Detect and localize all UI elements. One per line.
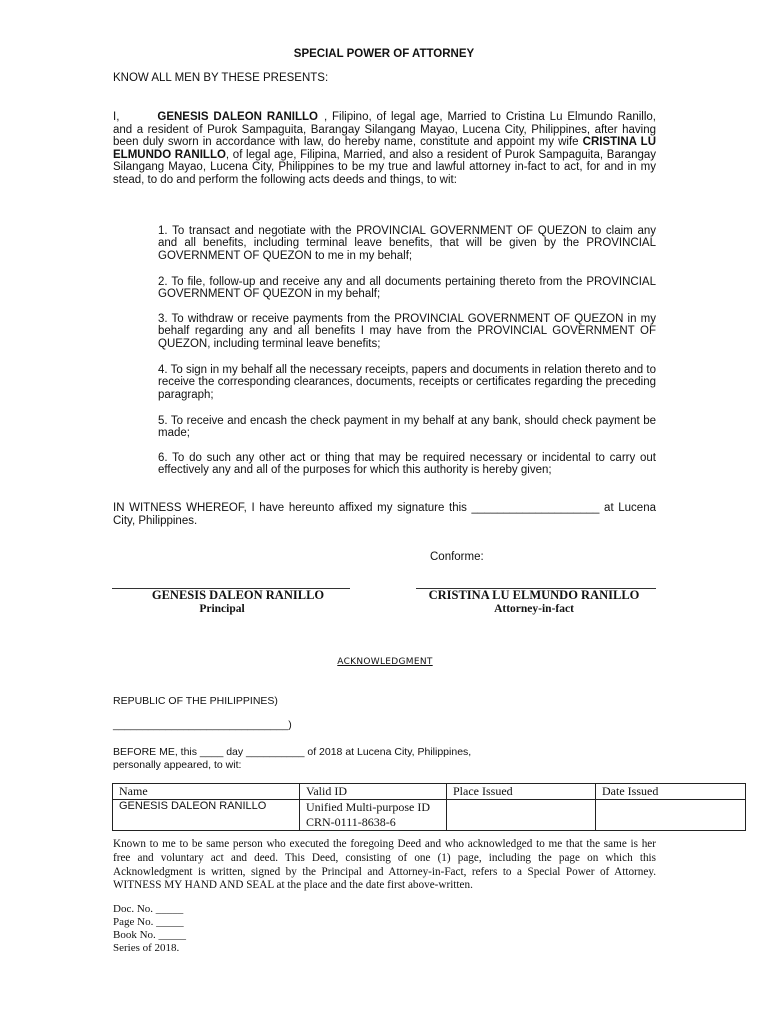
book-number: Book No. _____ [113, 929, 187, 941]
notarial-block [113, 903, 186, 955]
witness-clause: IN WITNESS WHEREOF, I have hereunto affixed my signature this ____________________ at Lucena City, Philippines. [113, 502, 656, 527]
cell-valid-id: Unified Multi-purpose ID CRN-0111-8638-6 [300, 800, 447, 831]
doc-number: Doc. No. _____ [113, 903, 184, 915]
attorney-role: Attorney-in-fact [494, 603, 574, 615]
principal-name-inline: GENESIS DALEON RANILLO [157, 111, 318, 123]
intro-part1: , Filipino, of legal age, Married to Cristina Lu Elmundo Ranillo, and a resident of Purok Sampaguita, Barangay Silangang Mayao, Lucena City, Philippines, after having been duly sworn in accordance with law, do hereby name, constitute and appoint my wife [113, 111, 656, 149]
attorney-name: CRISTINA LU ELMUNDO RANILLO [428, 588, 640, 602]
cell-date-issued [596, 800, 746, 831]
cell-name: GENESIS DALEON RANILLO [113, 800, 300, 831]
header-place-issued: Place Issued [447, 784, 596, 800]
document-title: SPECIAL POWER OF ATTORNEY [293, 48, 475, 60]
list-item: 1. To transact and negotiate with the PROVINCIAL GOVERNMENT OF QUEZON to claim any and all benefits, including terminal leave benefits, that will be given by the PROVINCIAL GOVERNMENT OF QUEZON to me in my behalf; [158, 225, 656, 262]
appeared-line: personally appeared, to wit: [113, 759, 242, 771]
acknowledgment-text: Known to me to be same person who executed the foregoing Deed and who acknowledged to me that the same is her free and voluntary act and deed. This Deed, consisting of one (1) page, including the page on which this Acknowledgment is written, signed by the Principal and Attorney-in-Fact, refers to a Special Power of Attorney. WITNESS MY HAND AND SEAL at the place and the date first above-written. [113, 838, 656, 892]
table-header-row [113, 784, 746, 800]
header-valid-id: Valid ID [300, 784, 447, 800]
attorney-name-inline: CRISTINA LU ELMUNDO RANILLO [113, 136, 656, 161]
before-me-line: BEFORE ME, this ____ day __________ of 2018 at Lucena City, Philippines, [113, 746, 472, 758]
intro-paragraph [113, 111, 656, 187]
principal-name: GENESIS DALEON RANILLO [151, 588, 325, 602]
list-item: 4. To sign in my behalf all the necessary receipts, papers and documents in relation thereto and to receive the corresponding clearances, documents, receipts or certificates regarding the preceding paragraph; [158, 364, 656, 401]
list-item: 3. To withdraw or receive payments from the PROVINCIAL GOVERNMENT OF QUEZON in my behalf regarding any and all benefits I may have from the PROVINCIAL GOVERNMENT OF QUEZON, including terminal leave benefits; [158, 313, 656, 350]
venue-republic: REPUBLIC OF THE PHILIPPINES) [113, 695, 278, 707]
principal-role: Principal [199, 603, 245, 615]
id-table [112, 783, 746, 831]
acknowledgment-heading: ACKNOWLEDGMENT [337, 657, 433, 667]
list-item: 2. To file, follow-up and receive any and all documents pertaining thereto from the PROVINCIAL GOVERNMENT OF QUEZON in my behalf; [158, 276, 656, 301]
table-row [113, 800, 746, 831]
page-number: Page No. _____ [113, 916, 184, 928]
header-name: Name [113, 784, 300, 800]
cell-place-issued [447, 800, 596, 831]
series-year: Series of 2018. [113, 942, 180, 954]
list-item: 6. To do such any other act or thing that may be required necessary or incidental to carry out effectively any and all of the purposes for which this authority is hereby given; [158, 452, 656, 477]
conforme-label: Conforme: [430, 551, 484, 563]
header-date-issued: Date Issued [596, 784, 746, 800]
intro-i: I, [113, 111, 120, 123]
preamble: KNOW ALL MEN BY THESE PRESENTS: [113, 72, 329, 84]
intro-part2: , of legal age, Filipina, Married, and also a resident of Purok Sampaguita, Barangay Silangang Mayao, Lucena City, Philippines to be my true and lawful attorney in-fact to act, for and in my stead, to do and perform the following acts deeds and things, to wit: [113, 148, 657, 186]
venue-blank-line: ______________________________) [113, 719, 292, 731]
list-item: 5. To receive and encash the check payment in my behalf at any bank, should check payment be made; [158, 415, 656, 440]
